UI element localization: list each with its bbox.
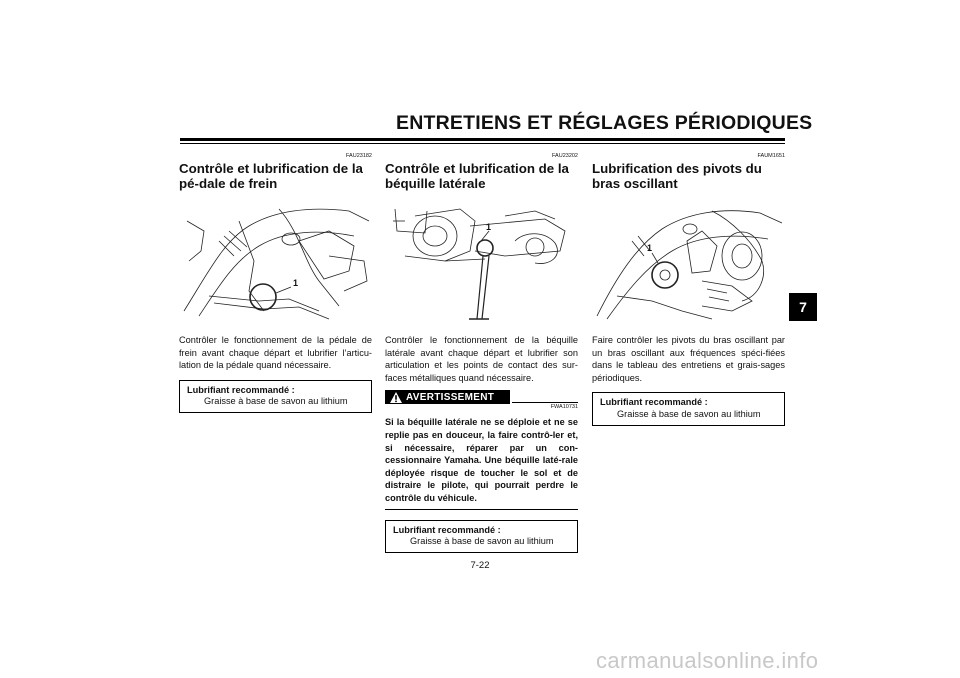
sidestand-illustration	[385, 201, 578, 324]
warning-triangle-icon	[389, 391, 403, 404]
lubricant-box	[592, 392, 785, 425]
lubricant-value: Graisse à base de savon au lithium	[410, 536, 554, 547]
lubricant-label: Lubrifiant recommandé :	[393, 524, 501, 535]
lubricant-label: Lubrifiant recommandé :	[600, 397, 708, 408]
section-code: FAU23182	[346, 153, 372, 159]
section-body: Contrôler le fonctionnement de la pédale de frein avant chaque départ et lubrifier l’articu-lation de la pédale quand nécessaire.	[179, 335, 372, 371]
lubricant-value: Graisse à base de savon au lithium	[617, 408, 761, 419]
figure-number: 1	[293, 278, 299, 288]
header-rule	[180, 138, 785, 141]
warning-header	[385, 390, 578, 411]
section-swingarm-pivots	[592, 152, 785, 426]
lubricant-value: Graisse à base de savon au lithium	[204, 396, 348, 407]
warning-text: Si la béquille latérale ne se déploie et ne se replie pas en douceur, la faire contrô-ler et, si nécessaire, réparer par un con-cessionnaire Yamaha. Une béquille laté-rale déployée risque de toucher le sol et de distraire le pilote, qui pourrait perdre le contrôle du véhicule.	[385, 417, 578, 503]
section-sidestand	[385, 152, 578, 553]
section-title: Contrôle et lubrification de la pé-dale de frein	[179, 161, 363, 191]
lubricant-label: Lubrifiant recommandé :	[187, 384, 295, 395]
swingarm-pivot-illustration	[592, 201, 785, 324]
brake-pedal-illustration	[179, 201, 372, 324]
section-title: Lubrification des pivots du bras oscillant	[592, 161, 762, 191]
section-body: Contrôler le fonctionnement de la béquille latérale avant chaque départ et lubrifier son articulation et les points de contact des sur-faces métalliques quand nécessaire.	[385, 335, 578, 383]
section-title: Contrôle et lubrification de la béquille latérale	[385, 161, 569, 191]
warning-rule	[512, 402, 578, 403]
figure-number: 1	[647, 243, 653, 253]
lubricant-box	[385, 520, 578, 553]
watermark: carmanualsonline.info	[596, 648, 819, 673]
page-number: 7-22	[470, 560, 490, 571]
warning-end-rule	[385, 509, 578, 510]
warning-code: FWA10731	[550, 404, 578, 411]
figure-number: 1	[486, 222, 492, 232]
warning-badge	[385, 390, 510, 404]
section-code: FAU23202	[552, 153, 578, 159]
lubricant-box	[179, 380, 372, 413]
section-brake-pedal	[179, 152, 372, 413]
section-body: Faire contrôler les pivots du bras oscillant par un bras oscillant aux fréquences spéci-fiées dans le tableau des entretiens et grais-sages périodiques.	[592, 335, 785, 383]
section-code: FAUM1651	[757, 153, 785, 159]
header-rule-thin	[180, 143, 785, 144]
page-header: ENTRETIENS ET RÉGLAGES PÉRIODIQUES	[396, 112, 813, 134]
warning-label: AVERTISSEMENT	[406, 391, 495, 403]
chapter-tab: 7	[789, 293, 817, 321]
